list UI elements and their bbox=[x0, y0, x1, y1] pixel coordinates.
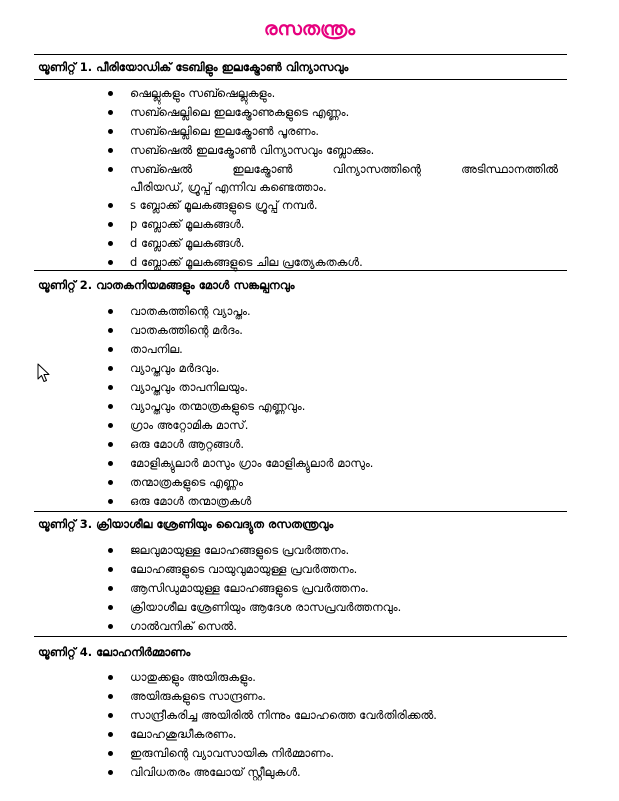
list-item: വാതകത്തിന്റെ വ്യാപ്തം. bbox=[108, 302, 558, 321]
list-item: വാതകത്തിന്റെ മർദം. bbox=[108, 321, 558, 340]
list-item: ഗ്രാം അറ്റോമിക മാസ്. bbox=[108, 416, 558, 435]
list-item: മോളിക്യുലാർ മാസും ഗ്രാം മോളിക്യുലാർ മാസും. bbox=[108, 454, 558, 473]
list-item: d ബ്ലോക്ക് മൂലകങ്ങൾ. bbox=[108, 234, 558, 253]
list-item: ഒരു മോൾ ആറ്റങ്ങൾ. bbox=[108, 435, 558, 454]
unit-1-heading: യൂണിറ്റ് 1. പീരിയോഡിക് ടേബിളും ഇലക്ട്രോൺ വിന്യാസവും bbox=[38, 60, 349, 74]
list-item: വ്യാപ്തവും താപനിലയും. bbox=[108, 378, 558, 397]
list-item: അയിരുകളുടെ സാന്ദ്രണം. bbox=[108, 687, 558, 706]
divider bbox=[34, 270, 567, 271]
mouse-pointer-icon bbox=[37, 363, 51, 383]
list-item: വിവിധതരം അലോയ് സ്റ്റീലുകൾ. bbox=[108, 763, 558, 782]
unit-2-heading: യൂണിറ്റ് 2. വാതകനിയമങ്ങളും മോൾ സങ്കല്പനവും bbox=[38, 278, 295, 292]
list-item: p ബ്ലോക്ക് മൂലകങ്ങൾ. bbox=[108, 215, 558, 234]
unit-2-topic-list bbox=[108, 302, 558, 511]
unit-4-topic-list bbox=[108, 668, 558, 782]
list-item: ജലവുമായുള്ള ലോഹങ്ങളുടെ പ്രവർത്തനം. bbox=[108, 541, 558, 560]
list-item: d ബ്ലോക്ക് മൂലകങ്ങളുടെ ചില പ്രത്യേകതകൾ. bbox=[108, 253, 558, 272]
list-item: ഷെല്ലുകളും സബ്ഷെല്ലുകളും. bbox=[108, 84, 558, 103]
list-item: ഒരു മോൾ തന്മാത്രകൾ bbox=[108, 492, 558, 511]
list-item: s ബ്ലോക്ക് മൂലകങ്ങളുടെ ഗ്രൂപ്പ് നമ്പർ. bbox=[108, 196, 558, 215]
divider bbox=[34, 636, 567, 637]
list-item: താപനില. bbox=[108, 340, 558, 359]
page-title: രസതന്ത്രം bbox=[263, 18, 356, 40]
list-item: ഗാൽവനിക് സെൽ. bbox=[108, 617, 558, 636]
list-item-line: സബ്ഷെൽ ഇലക്ട്രോൺ വിന്യാസത്തിന്റെ അടിസ്ഥാനത്തിൽ bbox=[130, 162, 558, 176]
divider bbox=[34, 79, 567, 80]
unit-3-heading: യൂണിറ്റ് 3. ക്രിയാശീല ശ്രേണിയും വൈദ്യുത രസതന്ത്രവും bbox=[38, 517, 334, 531]
list-item: സബ്ഷെല്ലിലെ ഇലക്ട്രോണുകളുടെ എണ്ണം. bbox=[108, 103, 558, 122]
divider bbox=[34, 54, 567, 55]
list-item: ധാതുക്കളും അയിരുകളും. bbox=[108, 668, 558, 687]
list-item: വ്യാപ്തവും മർദവും. bbox=[108, 359, 558, 378]
list-item: സാന്ദ്രീകരിച്ച അയിരിൽ നിന്നും ലോഹത്തെ വേർതിരിക്കൽ. bbox=[108, 706, 558, 725]
divider bbox=[34, 511, 567, 512]
list-item: ഇരുമ്പിന്റെ വ്യാവസായിക നിർമ്മാണം. bbox=[108, 744, 558, 763]
list-item: വ്യാപ്തവും തന്മാത്രകളുടെ എണ്ണവും. bbox=[108, 397, 558, 416]
list-item bbox=[108, 160, 558, 196]
list-item: ലോഹശുദ്ധീകരണം. bbox=[108, 725, 558, 744]
list-item: ആസിഡുമായുള്ള ലോഹങ്ങളുടെ പ്രവർത്തനം. bbox=[108, 579, 558, 598]
list-item-line: പീരിയഡ്, ഗ്രൂപ്പ് എന്നിവ കണ്ടെത്താം. bbox=[130, 180, 327, 194]
list-item: സബ്ഷെൽ ഇലക്ട്രോൺ വിന്യാസവും ബ്ലോക്കും. bbox=[108, 141, 558, 160]
unit-3-topic-list bbox=[108, 541, 558, 636]
list-item: തന്മാത്രകളുടെ എണ്ണം bbox=[108, 473, 558, 492]
unit-4-heading: യൂണിറ്റ് 4. ലോഹനിർമ്മാണം bbox=[38, 645, 191, 659]
list-item: ലോഹങ്ങളുടെ വായുവുമായുള്ള പ്രവർത്തനം. bbox=[108, 560, 558, 579]
unit-1-topic-list bbox=[108, 84, 558, 272]
list-item: ക്രിയാശീല ശ്രേണിയും ആദേശ രാസപ്രവർത്തനവും. bbox=[108, 598, 558, 617]
list-item: സബ്ഷെല്ലിലെ ഇലക്ട്രോൺ പൂരണം. bbox=[108, 122, 558, 141]
